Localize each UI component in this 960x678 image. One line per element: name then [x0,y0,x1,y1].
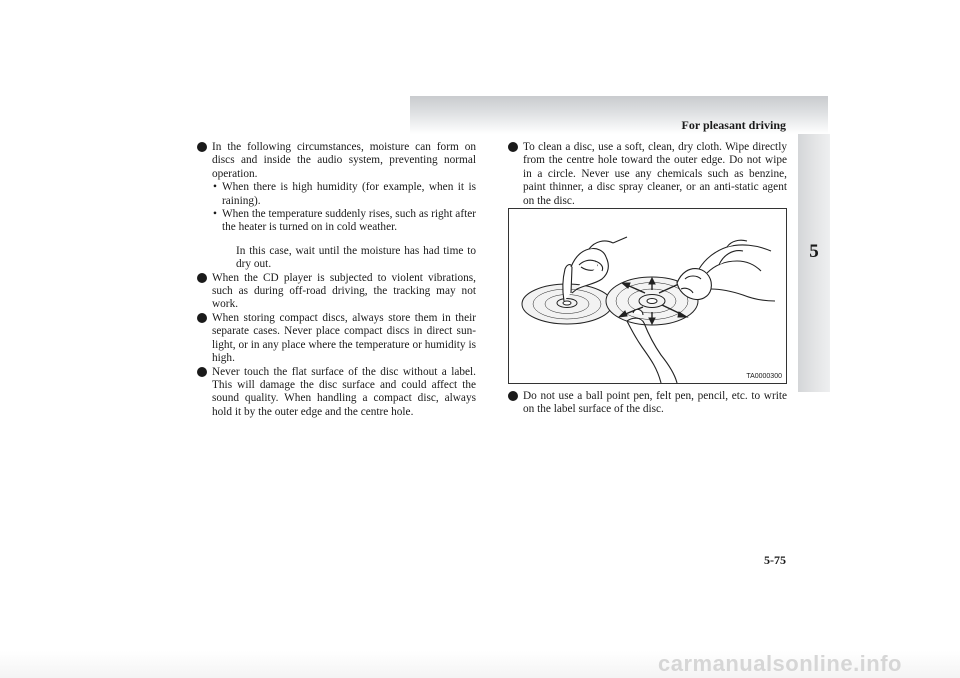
bullet-dot-icon [197,367,207,377]
bullet-text: Do not use a ball point pen, felt pen, pencil, etc. to write on the label surface of the disc. [523,390,787,416]
disc-handling-drawing [509,209,786,383]
page-number: 5-75 [764,553,786,567]
right-column-lower [508,390,787,417]
sub-bullet-icon: • [213,181,217,194]
section-title: For pleasant driving [681,118,786,132]
bullet-dot-icon [197,273,207,283]
watermark-text: carmanualsonline.info [658,651,902,676]
sub-item [212,208,476,235]
bullet-text: In the following circumstances, moisture can form on discs and inside the audio system, preventing normal operation. [212,141,476,180]
right-column [508,141,787,208]
disc-handling-illustration [508,208,787,384]
bullet-item [508,141,787,208]
sub-item-text: When there is high humidity (for example, when it is raining). [222,181,476,207]
bullet-item [197,141,476,272]
note-text: In this case, wait until the moisture has had time to dry out. [236,244,476,271]
hand-with-cloth-icon [677,240,775,301]
bullet-item [197,272,476,312]
bullet-dot-icon [508,142,518,152]
sub-item-text: When the temperature suddenly rises, such as right after the heater is turned on in cold weather. [222,208,476,234]
sub-bullet-icon: • [213,208,217,221]
bullet-dot-icon [508,391,518,401]
bullet-dot-icon [197,313,207,323]
bullet-item [197,312,476,366]
chapter-number: 5 [809,241,819,262]
bullet-text: To clean a disc, use a soft, clean, dry cloth. Wipe directly from the centre hole toward the outer edge. Do not wipe in a circle. Never use any chemicals such as benzine, paint thinner, a disc spray cleaner, or an anti-static agent on the disc. [523,141,787,207]
bullet-text: When storing compact discs, always store them in their separate cases. Never place compact discs in direct sun-light, or in any place where the temperature or humidity is high. [212,311,476,365]
bullet-text: When the CD player is subjected to violent vibrations, such as during off-road driving, the tracking may not work. [212,271,476,311]
figure-code: TA0000300 [746,373,782,380]
bullet-dot-icon [197,142,207,152]
bullet-text: Never touch the flat surface of the disc without a label. This will damage the disc surface and could affect the sound quality. When handling a compact disc, always hold it by the outer edge and the centre hole. [212,365,476,418]
sub-item [212,181,476,208]
chapter-tab [798,134,830,392]
bullet-item [197,366,476,420]
left-column [197,141,476,419]
watermark-band [0,651,960,678]
bullet-item [508,390,787,417]
